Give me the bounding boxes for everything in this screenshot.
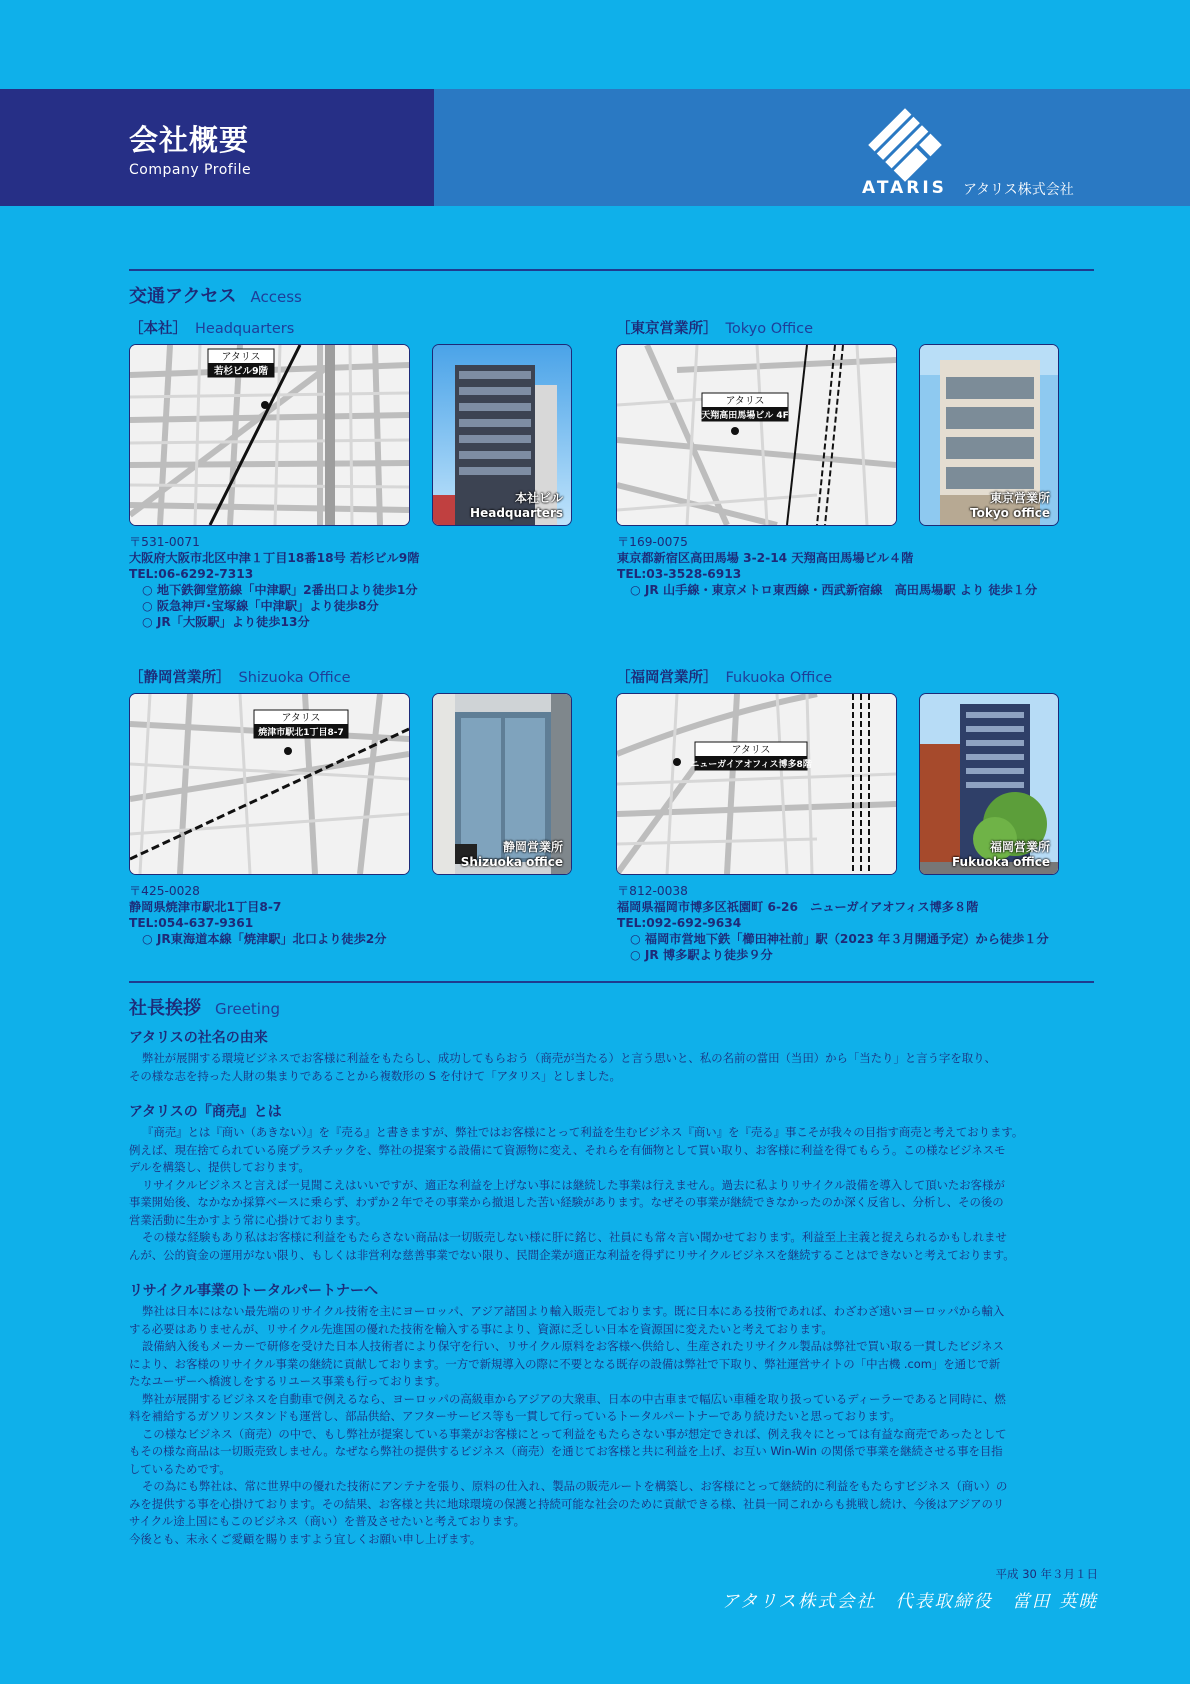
paragraph-line: その様な志を持った人財の集まりであることから複数形の S を付けて「アタリス」としました。 — [129, 1068, 621, 1083]
signature: アタリス株式会社 代表取締役 當田 英暁 — [721, 1592, 1098, 1612]
office-label-fukuoka: ［福岡営業所］ Fukuoka Office — [616, 670, 833, 686]
section-divider — [129, 981, 1094, 983]
greeting-date: 平成 30 年３月１日 — [995, 1567, 1098, 1581]
paragraph-line: 設備納入後もメーカーで研修を受けた日本人技術者により保守を行い、リサイクル原料をお客様へ供給し、生産されたリサイクル製品は弊社で買い取る一貫したビジネス — [142, 1339, 1004, 1353]
zip-code: 〒531-0071 — [129, 535, 200, 549]
page-title: 会社概要 — [129, 123, 250, 157]
address-block-tokyo — [617, 534, 1037, 598]
photo-shizuoka-caption: 静岡営業所 Shizuoka office — [460, 840, 563, 869]
paragraph-line: もその様な商品は一切販売致しません。なぜなら弊社の提供するビジネス（商売）を通じてお客様と共に利益を上げ、お互い Win-Win の関係で事業を継続させる事を目指 — [129, 1444, 1003, 1458]
access-section-title-en: Access — [250, 288, 302, 306]
address-text: 福岡県福岡市博多区祇園町 6-26 ニューガイアオフィス博多８階 — [617, 900, 979, 914]
route-item: ○ 福岡市営地下鉄「櫛田神社前」駅（2023 年３月開通予定）から徒歩１分 — [630, 932, 1049, 946]
paragraph-line: みを提供する事を心掛けております。その結果、お客様と共に地球環境の保護と持続可能な社会のために貢献できる様、社員一同これからも挑戦し続け、今後はアジアのリ — [129, 1496, 1005, 1511]
greeting-heading: アタリスの社名の由来 — [129, 1030, 268, 1046]
greeting-heading: リサイクル事業のトータルパートナーへ — [129, 1283, 379, 1299]
zip-code: 〒169-0075 — [617, 535, 688, 549]
map-hq — [129, 344, 410, 526]
telephone: TEL:092-692-9634 — [617, 916, 742, 930]
paragraph-line: 弊社は日本にはない最先端のリサイクル技術を主にヨーロッパ、アジア諸国より輸入販売しております。既に日本にある技術であれば、わざわざ遠いヨーロッパから輸入 — [142, 1304, 1005, 1318]
photo-fukuoka-caption: 福岡営業所 Fukuoka office — [951, 840, 1050, 869]
map-tokyo — [616, 344, 897, 526]
telephone: TEL:054-637-9361 — [129, 916, 254, 930]
paragraph-line: リサイクルビジネスと言えば一見聞こえはいいですが、適正な利益を上げない事には継続した事業は行えません。過去に私よりリサイクル設備を導入して頂いたお客様が — [142, 1177, 1005, 1192]
paragraph-line: 例えば、現在捨てられている廃プラスチックを、弊社の提案する設備にて資源物に変え、それらを有価物として買い取り、お客様に利益を得てもらう。この様なビジネスモ — [129, 1142, 1006, 1157]
address-block-fukuoka — [617, 883, 1049, 963]
paragraph-line: んが、公的資金の運用がない限り、もしくは非営利な慈善事業でない限り、民間企業が適正な利益を得ずにリサイクルビジネスを継続することはできないと考えております。 — [129, 1247, 1015, 1262]
paragraph-line: その為にも弊社は、常に世界中の優れた技術にアンテナを張り、原料の仕入れ、製品の販売ルートを構築し、お客様にとって継続的に利益をもたらすビジネス（商い）の — [142, 1479, 1008, 1493]
map-hq-name: アタリス — [221, 352, 261, 363]
greeting-section-title: 社長挨拶 Greeting — [129, 998, 280, 1019]
map-shizuoka-name: アタリス — [281, 713, 321, 724]
paragraph-line: 営業活動に生かすよう常に心掛けております。 — [129, 1212, 368, 1227]
access-section-title: 交通アクセス Access — [129, 286, 302, 307]
paragraph-line: しているためです。 — [129, 1461, 231, 1476]
paragraph-line: サイクル途上国にもこのビジネス（商い）を普及させたいと考えております。 — [129, 1514, 526, 1528]
logo-wordmark: ATARIS — [862, 178, 947, 198]
route-item: ○ 地下鉄御堂筋線「中津駅」2番出口より徒歩1分 — [142, 583, 418, 597]
photo-tokyo-caption: 東京営業所 Tokyo office — [970, 491, 1050, 520]
map-shizuoka-building: 焼津市駅北1丁目8-7 — [258, 728, 344, 738]
paragraph-line: により、お客様のリサイクル事業の継続に貢献しております。一方で新規導入の際に不要となる既存の設備は弊社で下取り、弊社運営サイトの「中古機 .com」を通じで新 — [129, 1356, 1001, 1371]
section-divider — [129, 269, 1094, 271]
paragraph-line: 弊社が展開するビジネスを自動車で例えるなら、ヨーロッパの高級車からアジアの大衆車、日本の中古車まで幅広い車種を取り扱っているディーラーであると同時に、燃 — [142, 1391, 1006, 1406]
photo-hq-caption: 本社ビル Headquarters — [470, 491, 563, 520]
photo-hq — [432, 344, 572, 526]
map-tokyo-name: アタリス — [725, 396, 765, 407]
paragraph-line: 弊社が展開する環境ビジネスでお客様に利益をもたらし、成功してもらおう（商売が当たる）と言う思いと、私の名前の當田（当田）から「当たり」と言う字を取り、 — [142, 1051, 996, 1065]
map-fukuoka-building: ニューガイアオフィス博多8階 — [690, 760, 812, 770]
address-block-shizuoka — [129, 883, 386, 947]
address-text: 大阪府大阪市北区中津１丁目18番18号 若杉ビル9階 — [129, 551, 420, 565]
paragraph-line: 今後とも、末永くご愛顧を賜りますよう宜しくお願い申し上げます。 — [129, 1531, 482, 1546]
route-item: ○ JR 博多駅より徒歩９分 — [630, 948, 773, 962]
map-shizuoka — [129, 693, 410, 875]
greeting-heading: アタリスの『商売』とは — [129, 1104, 282, 1120]
photo-shizuoka — [432, 693, 572, 875]
paragraph-line: たなユーザーへ橋渡しをするリユース事業も行っております。 — [129, 1374, 447, 1388]
ataris-logo-icon — [865, 105, 945, 185]
greeting-body — [129, 1027, 1109, 1548]
map-fukuoka — [616, 693, 897, 875]
route-item: ○ JR「大阪駅」より徒歩13分 — [142, 615, 310, 629]
photo-tokyo — [919, 344, 1059, 526]
paragraph-line: デルを構築し、提供しております。 — [129, 1160, 310, 1174]
address-text: 東京都新宿区高田馬場 3-2-14 天翔高田馬場ビル４階 — [617, 551, 914, 565]
map-hq-building: 若杉ビル9階 — [213, 366, 269, 377]
header-logo-band — [434, 89, 1190, 206]
photo-fukuoka — [919, 693, 1059, 875]
paragraph-line: その様な経験もあり私はお客様に利益をもたらさない商品は一切販売しない様に肝に銘じ、社員にも常々言い聞かせております。利益至上主義と捉えられるかもしれませ — [142, 1230, 1007, 1244]
telephone: TEL:03-3528-6913 — [617, 567, 742, 581]
greeting-section-title-en: Greeting — [215, 1000, 280, 1018]
map-fukuoka-name: アタリス — [731, 745, 771, 756]
zip-code: 〒812-0038 — [617, 884, 688, 898]
address-text: 静岡県焼津市駅北1丁目8-7 — [129, 900, 282, 914]
paragraph-line: する必要はありませんが、リサイクル先進国の優れた技術を輸入する事により、資源に乏しい日本を資源国に変えたいと考えております。 — [129, 1321, 833, 1336]
paragraph-line: 『商売』とは『商い（あきない）』を『売る』と書きますが、弊社ではお客様にとって利益を生むビジネス『商い』を『売る』事こそが我々の目指す商売と考えております。 — [142, 1125, 1024, 1139]
route-item: ○ JR東海道本線「焼津駅」北口より徒歩2分 — [142, 932, 387, 946]
office-label-hq: ［本社］ Headquarters — [129, 321, 295, 337]
paragraph-line: この様なビジネス（商売）の中で、もし弊社が提案している事業がお客様にとって利益をもたらさない事が想定できれば、例え我々にとっては有益な商売であったとして — [142, 1426, 1007, 1441]
map-tokyo-building: 天翔高田馬場ビル 4F — [701, 411, 789, 421]
route-item: ○ 阪急神戸･宝塚線「中津駅」より徒歩8分 — [142, 599, 379, 613]
page-subtitle: Company Profile — [129, 162, 252, 178]
route-item: ○ JR 山手線・東京メトロ東西線・西武新宿線 高田馬場駅 より 徒歩１分 — [630, 583, 1038, 597]
office-label-shizuoka: ［静岡営業所］ Shizuoka Office — [129, 670, 351, 686]
paragraph-line: 料を補給するガソリンスタンドも運営し、部品供給、アフターサービス等も一貫して行っているトータルパートナーであり続けたいと思っております。 — [129, 1409, 901, 1423]
zip-code: 〒425-0028 — [129, 884, 200, 898]
telephone: TEL:06-6292-7313 — [129, 567, 254, 581]
address-block-hq — [129, 534, 419, 630]
office-label-tokyo: ［東京営業所］ Tokyo Office — [616, 321, 814, 337]
paragraph-line: 事業開始後、なかなか採算ベースに乗らず、わずか２年でその事業から撤退した苦い経験があります。なぜその事業が継続できなかったのか深く反省し、分析し、その後の — [129, 1195, 1004, 1209]
company-name: アタリス株式会社 — [963, 182, 1074, 198]
